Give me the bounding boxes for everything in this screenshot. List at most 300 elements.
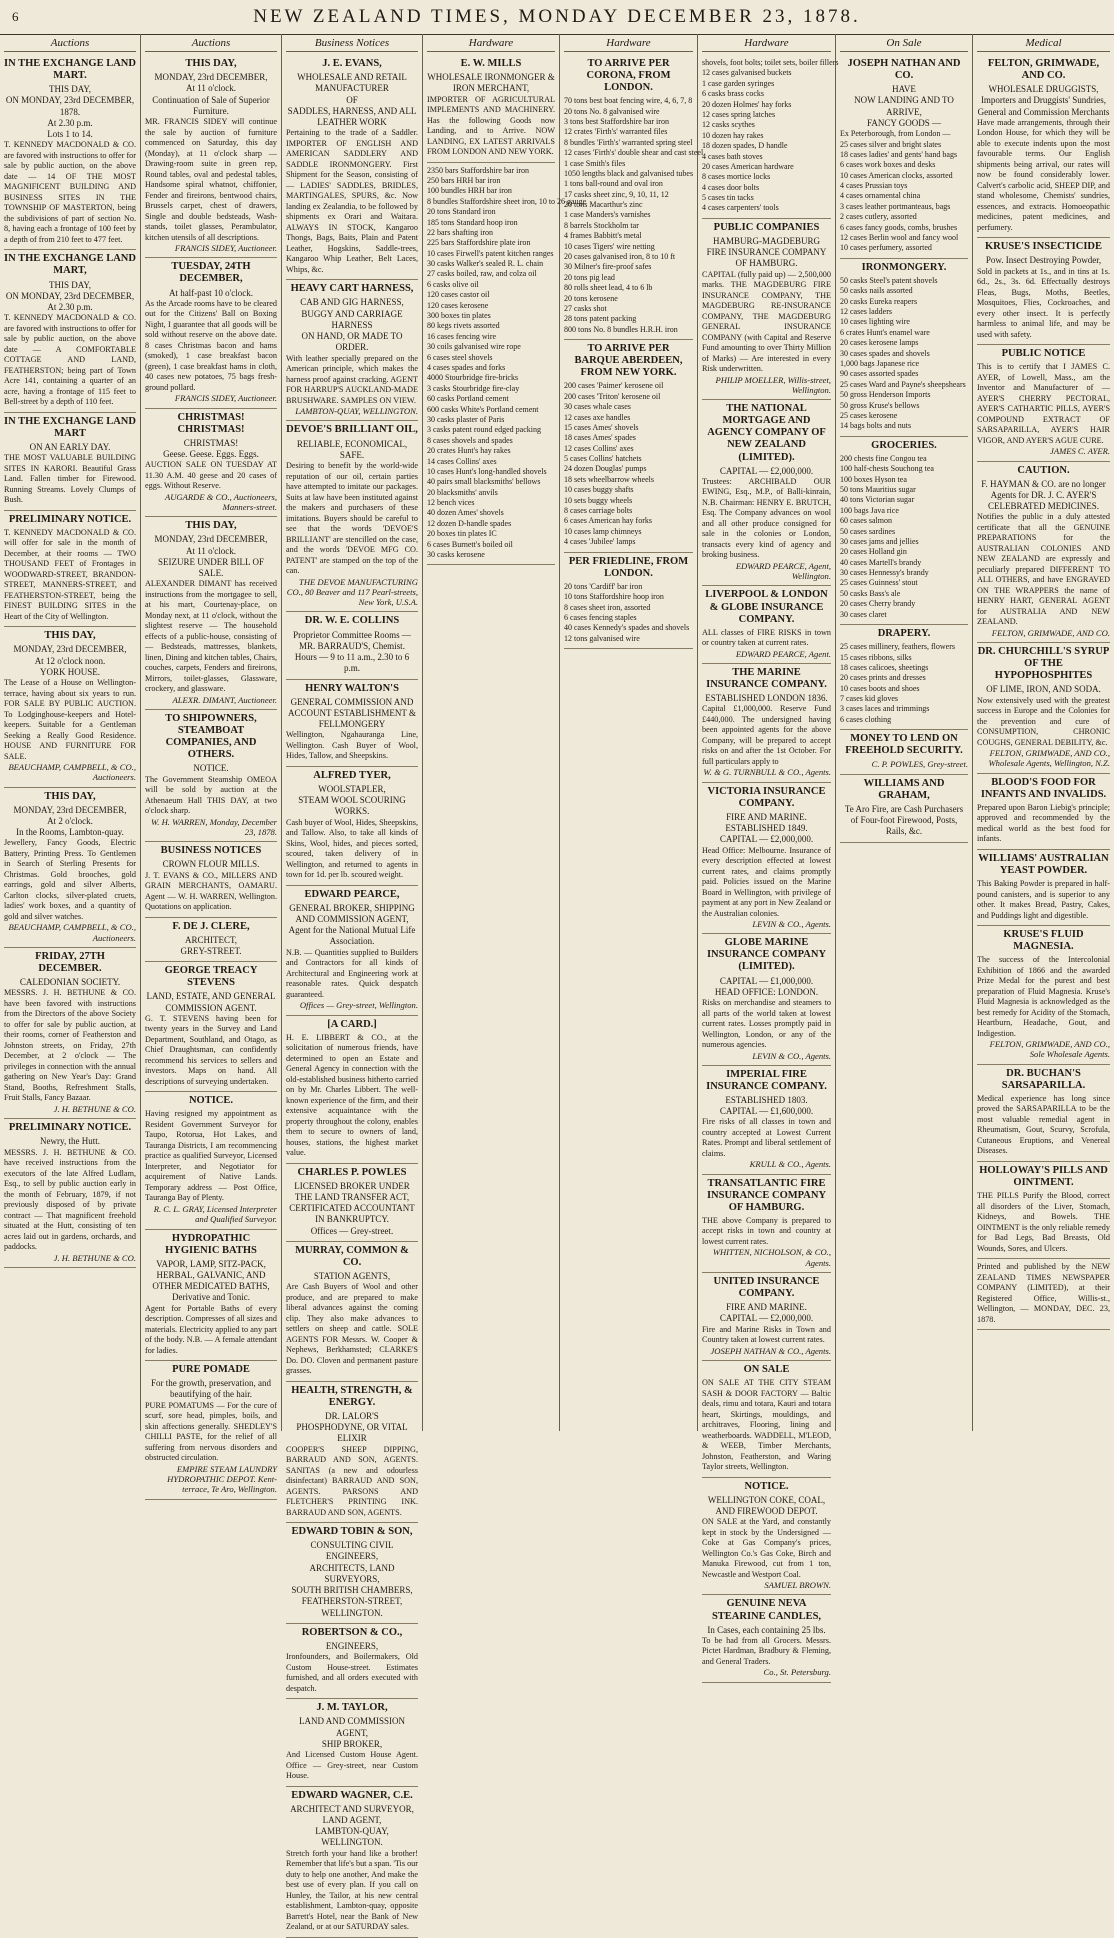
ad-headline: HEALTH, STRENGTH, & ENERGY. xyxy=(291,1384,413,1408)
ad-subline: Pow. Insect Destroying Powder, xyxy=(985,255,1102,266)
ad-headline: IN THE EXCHANGE LAND MART. xyxy=(4,58,136,82)
ad-body-text: THE MOST VALUABLE BUILDING SITES IN KARORI. Beautiful Grass Land. Fallen timber for Firewood. Running Streams. Lovely Clumps of Bush. xyxy=(4,453,136,505)
advertisement xyxy=(702,586,831,664)
ad-body-text: This is to certify that I JAMES C. AYER, of Lowell, Mass., am the Inventor and Manufacturer of — AYER'S CHERRY PECTORAL, AYER'S CATHARTIC PILLS, AYER'S COMPOUND EXTRACT OF SARSAPARILLA, AYER'S HAIR VIGOR, AND AYER'S AGUE CURE. xyxy=(977,362,1110,445)
goods-list-item: 300 boxes tin plates xyxy=(427,311,491,321)
ad-signature: LEVIN & CO., Agents. xyxy=(752,919,831,930)
goods-list-item: 22 bars shafting iron xyxy=(427,227,493,237)
ad-subline: In Cases, each containing 25 lbs. xyxy=(707,1624,826,1635)
goods-list-item: 30 cases spades and shovels xyxy=(840,348,930,358)
ad-body-text: With leather specially prepared on the American principle, which makes the harness proof against cracking. AGENT FOR HARRUP'S AUCKLAND-MADE BRUSHWARE. SAMPLES ON VIEW. xyxy=(286,353,418,405)
advertisement xyxy=(145,842,277,917)
ad-body-text: Risks on merchandise and steamers to all parts of the world taken at lowest current rates. Losses promptly paid in Wellington, London, or any of the numerous agencies. xyxy=(702,998,831,1050)
advertisement xyxy=(4,788,136,948)
goods-list-item: 18 cases ladies' and gents' hand bags xyxy=(840,149,958,159)
ad-subline: BUGGY AND CARRIAGE HARNESS xyxy=(301,308,403,330)
ad-body-text: Wellington, Ngahauranga Line, Wellington. Cash Buyer of Wool, Hides, Tallow, and Sheepskins. xyxy=(286,730,418,761)
goods-list-item: 10 dozen hay rakes xyxy=(702,130,764,140)
advertisement xyxy=(286,1787,418,1938)
ad-body-text: CAPITAL (fully paid up) — 2,500,000 marks. THE MAGDEBURG FIRE INSURANCE COMPANY, THE MAGDEBURG RE-INSURANCE COMPANY, THE MAGDEBURG GENERAL INSURANCE COMPANY (with Capital and Reserve Fund amounting to over Thirty Million of Marks) — Are interested in every Risk underwritten. xyxy=(702,269,831,374)
goods-list-item: 6 cases clothing xyxy=(840,714,892,724)
goods-list-item: 4 cases spades and forks xyxy=(427,362,506,372)
goods-list-item: 25 cases millinery, feathers, flowers xyxy=(840,642,955,652)
advertisement xyxy=(145,1361,277,1500)
goods-list-item: 185 tons Standard hoop iron xyxy=(427,217,518,227)
column-1 xyxy=(0,34,141,1431)
ad-headline: HYDROPATHIC HYGIENIC BATHS xyxy=(165,1232,257,1256)
ad-signature: LEVIN & CO., Agents. xyxy=(752,1050,831,1061)
ad-signature: W. H. WARREN, Monday, December 23, 1878. xyxy=(150,816,277,837)
advertisement xyxy=(977,1259,1110,1330)
ad-subline: Derivative and Tonic. xyxy=(172,1292,250,1303)
ad-subline: LICENSED BROKER UNDER THE LAND TRANSFER ACT, xyxy=(294,1180,410,1202)
ad-headline: IRONMONGERY. xyxy=(861,261,947,273)
advertisement xyxy=(702,1595,831,1682)
ad-subline: At 11 o'clock. xyxy=(185,83,237,94)
goods-list-item: 30 casks Walker's sealed R. L. chain xyxy=(427,259,544,269)
advertisement xyxy=(564,55,704,340)
goods-list-item: 8 bundles 'Firth's' warranted spring steel xyxy=(564,137,693,147)
goods-list-item: 3 casks patent round edged packing xyxy=(427,425,541,435)
ad-subline: ARCHITECT, xyxy=(184,934,238,945)
advertisement xyxy=(564,553,693,649)
advertisement xyxy=(840,55,968,259)
ad-body-text: N.B. — Quantities supplied to Builders and Contractors for all kinds of Architectural and Engineering work at reasonable rates. Quick despatch guaranteed. xyxy=(286,947,418,999)
ad-headline: KRUSE'S FLUID MAGNESIA. xyxy=(1003,929,1084,953)
advertisement xyxy=(286,1624,418,1699)
ad-body-text: H. E. LIBBERT & CO., at the solicitation of numerous friends, have determined to open an Estate and General Agency in connection with the old-established business hitherto carried on by Mr. Charles Libbert. The well-known experience of the firm, and their extensive acquaintance with the property throughout the colony, enables them to secure to owners of land, houses, stations, the highest market value. xyxy=(286,1032,418,1158)
goods-list-item: 225 bars Staffordshire plate iron xyxy=(427,238,531,248)
ad-signature: EMPIRE STEAM LAUNDRY HYDROPATHIC DEPOT. Kent-terrace, Te Aro, Wellington. xyxy=(167,1463,277,1495)
goods-list-item: 40 cases Kennedy's spades and shovels xyxy=(564,623,690,633)
ad-headline: TO SHIPOWNERS, STEAMBOAT COMPANIES, AND OTHERS. xyxy=(165,713,257,761)
ad-body-text: To be had from all Grocers. Messrs. Pictet Hardman, Bradbury & Fleming, and General Traders. xyxy=(702,1635,831,1666)
ad-subline: FIRE AND MARINE. xyxy=(726,1302,807,1313)
ad-headline: FRIDAY, 27TH DECEMBER. xyxy=(35,951,105,975)
goods-list-item: 4000 Stourbridge fire-bricks xyxy=(427,373,519,383)
ad-body-text: Prepared upon Baron Liebig's principle; approved and recommended by the medical world as the best food for infants. xyxy=(977,802,1110,844)
advertisement xyxy=(4,250,136,412)
ad-body-text: COOPER'S SHEEP DIPPING, BARRAUD AND SON, AGENTS. SANITAS (a new and odourless disinfectant) BARRAUD AND SON, AGENTS. PARSONS AND FLETCHER'S PRINTING INK. BARRAUD AND SON, AGENTS. xyxy=(286,1444,418,1517)
goods-list-item: 90 cases assorted spades xyxy=(840,369,919,379)
columns-area xyxy=(0,34,1114,1932)
ad-body-text: Having resigned my appointment as Resident Government Surveyor for Taupo, Rotorua, Hot Lakes, and Tauranga Districts, I am recommencing practice as qualified Surveyor, Licensed Interpreter, and Negotiator for acquirement of Native Lands. Temporary address — Post Office, Tauranga Bay of Plenty. xyxy=(145,1109,277,1203)
goods-list-item: 20 crates Hunt's hay rakes xyxy=(427,446,511,456)
ad-subline: FIRE AND MARINE. xyxy=(726,811,807,822)
ad-body-text: Fire risks of all classes in town and country accepted at Lowest Current Rates. Prompt and liberal settlement of claims. xyxy=(702,1117,831,1158)
ad-body-text: MESSRS. J. H. BETHUNE & CO. have received instructions from the executors of the late Alfred Ludlam, Esq., to sell by public auction early in the month of February, 1879, if not previously disposed of by private contract — That magnificent freehold situated at the Hutt, consisting of ten acres laid out in gardens, orchards, and paddocks. xyxy=(4,1147,136,1252)
goods-list-item: 14 cases Collins' axes xyxy=(427,456,497,466)
ad-headline: HENRY WALTON'S xyxy=(305,682,399,694)
ad-subline: General and Commission Merchants xyxy=(977,106,1110,117)
goods-list-item: 1,000 bags Japanese rice xyxy=(840,359,920,368)
goods-list-item: 20 tons kerosene xyxy=(564,293,618,303)
advertisement xyxy=(286,767,418,886)
ad-signature: AUGARDE & CO., Auctioneers, Manners-street. xyxy=(164,491,277,512)
goods-list-item: 12 cases Collins' axes xyxy=(564,443,634,453)
advertisement xyxy=(977,1065,1110,1162)
ad-body-text: T. KENNEDY MACDONALD & CO. are favored with instructions to offer for sale by public auction, on the above date — A COMFORTABLE COTTAGE AND LAND, FEATHERSTON; being part of Town Acre 141, containing a quarter of an acre, having a frontage of 115 feet to Bell-street by a depth of 110 feet. xyxy=(4,313,136,407)
ad-headline: ON SALE xyxy=(743,1364,790,1376)
ad-headline: DR. CHURCHILL'S SYRUP OF THE HYPOPHOSPHITES xyxy=(977,646,1110,682)
ad-subline: CAPITAL — £2,000,000. xyxy=(719,1313,814,1324)
ad-signature: Co., St. Petersburg. xyxy=(763,1667,831,1678)
goods-list-item: 8 barrels Stockholm tar xyxy=(564,220,639,230)
goods-list-item: 6 cases work boxes and desks xyxy=(840,160,936,170)
ad-subline: SADDLES, HARNESS, AND ALL LEATHER WORK xyxy=(287,105,417,128)
ad-signature: EDWARD PEARCE, Agent. xyxy=(735,648,831,659)
ad-subline: CROWN FLOUR MILLS. xyxy=(162,859,260,870)
advertisement xyxy=(840,730,968,774)
ad-signature: JOSEPH NATHAN & CO., Agents. xyxy=(710,1345,831,1356)
ad-subline: Te Aro Fire, are Cash Purchasers of Four-foot Firewood, Posts, Rails, &c. xyxy=(844,803,964,837)
goods-list-item: 4 cases door bolts xyxy=(702,182,760,192)
ad-body-text: ON SALE at the Yard, and constantly kept in stock by the Undersigned — Coke at Gas Company's prices, Wellington Co.'s Gas Coke, Birch and Manuka Firewood, cut from 1 ton, Newcastle and Westport Coal. xyxy=(702,1517,831,1579)
goods-list-item: 60 cases salmon xyxy=(840,516,892,526)
goods-list-item: 1 case Manders's varnishes xyxy=(564,210,651,220)
ad-subline: Lots 1 to 14. xyxy=(47,129,93,140)
section-heading: Auctions xyxy=(145,34,277,52)
ad-subline: STEAM WOOL SCOURING WORKS. xyxy=(298,795,406,817)
ad-signature: SAMUEL BROWN. xyxy=(764,1580,831,1591)
ad-subline: ESTABLISHED 1803. xyxy=(725,1094,808,1105)
ad-body-text: This Baking Powder is prepared in half-pound canisters, and is superior to any other. It makes Bread, Pastry, Cakes, and Puddings light and digestible. xyxy=(977,879,1110,920)
ad-headline: F. DE J. CLERE, xyxy=(172,920,250,932)
ad-body-text: Cash buyer of Wool, Hides, Sheepskins, and Tallow. Also, to take all kinds of Skins, Wool, hides, and pieces sorted, scoured, taken delivery of in Wellington, and returned to agents in town for 1d. per lb. scoured weight. xyxy=(286,817,418,880)
goods-list-item: 2 cases cutlery, assorted xyxy=(840,212,917,222)
ad-body-text: And Licensed Custom House Agent. Office — Grey-street, near Custom House. xyxy=(286,1750,418,1781)
goods-list-item: 6 cases fencing staples xyxy=(564,612,637,622)
goods-list-item: 4 cases Prussian toys xyxy=(840,181,908,191)
ad-subline: ESTABLISHED 1849. xyxy=(725,823,808,834)
ad-headline: THE MARINE INSURANCE COMPANY. xyxy=(706,666,827,691)
ad-subline: CAB AND GIG HARNESS, xyxy=(300,297,404,308)
goods-list-item: 100 bundles HRH bar iron xyxy=(427,186,512,196)
ad-headline: KRUSE'S INSECTICIDE xyxy=(985,241,1102,253)
ad-body-text: Desiring to benefit by the world-wide reputation of our oil, certain parties have attempted to imitate our packages. Suits at law have been instituted against the makers and purchasers of these imitations. Buyers should be careful to see that the words 'DEVOE'S BRILLIANT' are stencilled on the case, and the words 'DEVOE MFG CO. PATENT' are stamped on the top of the can. xyxy=(286,461,418,575)
section-heading: Medical xyxy=(977,34,1110,52)
ad-body-text: ON SALE AT THE CITY STEAM SASH & DOOR FACTORY — Baltic deals, rimu and totara, Kauri and totara heart, Skirtings, mouldings, and architraves, Flooring, lining and weatherboards. WADDELL, M'LEOD, & WEEB, Timber Merchants, Johnston, Featherston, and Waring Taylor streets, Wellington. xyxy=(702,1378,831,1472)
goods-list-item: 2350 bars Staffordshire bar iron xyxy=(427,165,530,175)
goods-list-item: 20 tons 'Cardiff' bar iron xyxy=(564,581,643,591)
ad-subline: HAMBURG-MAGDEBURG xyxy=(712,235,820,246)
ad-subline: Importers and Druggists' Sundries, xyxy=(980,95,1107,106)
goods-list-item: 30 Milner's fire-proof safes xyxy=(564,262,652,272)
ad-subline: F. HAYMAN & CO. are no longer Agents for DR. J. C. AYER'S CELEBRATED MEDICINES. xyxy=(981,478,1106,512)
ad-body-text: THE above Company is prepared to accept risks in town and country at lowest current rates. xyxy=(702,1215,831,1246)
advertisement xyxy=(702,934,831,1066)
ad-headline: PURE POMADE xyxy=(172,1364,250,1376)
goods-list-item: 12 cases Berlin wool and fancy wool xyxy=(840,233,959,243)
ad-headline: WILLIAMS AND GRAHAM, xyxy=(863,777,945,801)
goods-list-item: 250 bars HRH bar iron xyxy=(427,175,501,185)
advertisement xyxy=(702,55,839,219)
goods-list-item: 14 bags bolts and nuts xyxy=(840,421,912,431)
ad-body-text: Sold in packets at 1s., and in tins at 1s. 6d., 2s., 3s. 6d. Effectually destroys Fleas, Bugs, Moths, Beetles, Mosquitoes, Flies, Cockroaches, and every other insect. It is perfectly harmless to animal life, and may be used with safety. xyxy=(977,266,1110,339)
ad-subline: GENERAL COMMISSION AND ACCOUNT ESTABLISHMENT & FELLMONGERY xyxy=(288,696,416,730)
ad-headline: PUBLIC NOTICE xyxy=(1001,348,1086,360)
ad-headline: DR. BUCHAN'S SARSAPARILLA. xyxy=(1001,1067,1086,1091)
goods-list-item: 8 bundles Staffordshire sheet iron, 10 to 26 gauge xyxy=(427,196,587,206)
ad-subline: At 2.30 p.m. xyxy=(47,117,93,128)
goods-list-item: 6 cases steel shovels xyxy=(427,352,493,362)
ad-headline: VICTORIA INSURANCE COMPANY. xyxy=(707,785,826,809)
ad-subline: Offices — Grey-street. xyxy=(310,1225,394,1236)
ad-subline: LAND AND COMMISSION AGENT, xyxy=(298,1716,405,1738)
ad-signature: J. H. BETHUNE & CO. xyxy=(53,1252,136,1263)
goods-list-item: 12 casks scythes xyxy=(702,120,755,130)
ad-headline: TO ARRIVE PER BARQUE ABERDEEN, FROM NEW YORK. xyxy=(574,343,683,379)
goods-list-item: 80 kegs rivets assorted xyxy=(427,321,500,331)
advertisement xyxy=(702,219,831,400)
ad-subline: Hours — 9 to 11 a.m., 2.30 to 6 p.m. xyxy=(294,652,410,674)
goods-list-item: 3 tons best Staffordshire bar iron xyxy=(564,116,669,126)
ad-headline: CAUTION. xyxy=(1017,464,1070,476)
ad-signature: Offices — Grey-street, Wellington. xyxy=(299,1000,418,1011)
ad-subline: At 2.30 p.m. xyxy=(47,302,93,312)
ad-signature: FELTON, GRIMWADE, AND CO., Sole Wholesale Agents. xyxy=(989,1039,1110,1060)
advertisement xyxy=(977,926,1110,1065)
advertisement xyxy=(286,612,418,679)
ad-subline: DR. LALOR'S xyxy=(325,1410,379,1421)
goods-list-item: 20 cases Cherry brandy xyxy=(840,599,916,609)
goods-list-item: 8 cases sheet iron, assorted xyxy=(564,602,651,612)
goods-list-item: 18 sets wheelbarrow wheels xyxy=(564,474,654,484)
ad-headline: PUBLIC COMPANIES xyxy=(713,221,820,233)
ad-headline: TUESDAY, 24TH DECEMBER, xyxy=(171,261,251,285)
ad-headline: FELTON, GRIMWADE, AND CO. xyxy=(987,58,1100,82)
goods-list-item: 600 casks White's Portland cement xyxy=(427,404,539,414)
goods-list-item: 8 cases carriage bolts xyxy=(564,506,633,516)
ad-subline: ON AN EARLY DAY. xyxy=(29,441,111,452)
goods-list-item: 15 cases Ames' shovels xyxy=(564,422,639,432)
section-heading: Hardware xyxy=(702,34,831,52)
ad-subline: PHOSPHODYNE, OR VITAL ELIXIR xyxy=(296,1422,408,1444)
goods-list-item: 50 casks Bass's ale xyxy=(840,588,901,598)
ad-headline: JOSEPH NATHAN AND CO. xyxy=(847,58,961,82)
ad-signature: C. P. POWLES, Grey-street. xyxy=(871,759,968,770)
goods-list-item: 10 cases boots and shoes xyxy=(840,683,920,693)
column-8 xyxy=(973,34,1114,1431)
goods-list-item: 1050 lengths black and galvanised tubes xyxy=(564,168,694,178)
ad-headline: PRELIMINARY NOTICE. xyxy=(8,1122,132,1134)
ad-body-text: IMPORTER OF AGRICULTURAL IMPLEMENTS AND MACHINERY. Has the following Goods now Landing, and to Arrive. NOW LANDING, EX LATEST ARRIVALS FROM LONDON AND NEW YORK. xyxy=(427,94,555,157)
ad-signature: BEAUCHAMP, CAMPBELL, & CO., Auctioneers. xyxy=(8,762,136,783)
ad-subline: NOTICE. xyxy=(193,763,229,774)
goods-list-item: 25 cases silver and bright slates xyxy=(840,139,942,149)
ad-subline: ON MONDAY, 23rd DECEMBER, xyxy=(5,290,135,301)
ad-body-text: Jewellery, Fancy Goods, Electric Battery, Printing Press. To Gentlemen in Search of Sterling Presents for Christmas. Gold brooches, gold earrings, gold and silver Alberts, Carlton clocks, silver-plated cruets, ladies' work boxes, and a quantity of gold and silver watches. xyxy=(4,838,136,921)
goods-list-item: 20 tons Standard iron xyxy=(427,207,496,217)
goods-list-item: 10 cases American clocks, assorted xyxy=(840,170,953,180)
ad-headline: THIS DAY, xyxy=(44,630,96,642)
advertisement xyxy=(702,1175,831,1273)
goods-list-item: 50 casks Steel's patent shovels xyxy=(840,275,938,285)
ad-subline: ARCHITECT AND SURVEYOR, xyxy=(290,1803,414,1814)
advertisement xyxy=(702,400,831,586)
goods-list-item: 200 cases 'Paimer' kerosene oil xyxy=(564,381,664,391)
ad-body-text: Capital £1,000,000. Reserve Fund £440,000. The undersigned having been appointed agents for the above Company, will be prepared to accept risks on and after the 1st October. For full particulars apply to xyxy=(702,704,831,766)
ad-signature: FRANCIS SIDEY, Auctioneer. xyxy=(174,243,277,254)
ad-signature: EDWARD PEARCE, Agent, Wellington. xyxy=(735,560,831,582)
section-heading: Business Notices xyxy=(286,34,418,52)
goods-list-item: 20 cases galvanised iron, 8 to 10 ft xyxy=(564,252,676,262)
advertisement xyxy=(145,1092,277,1229)
advertisement xyxy=(702,664,831,783)
goods-list-item: 6 crates Hunt's enamel ware xyxy=(840,327,930,337)
goods-list-item: 20 cases American hardware xyxy=(702,161,794,171)
ad-subline: CERTIFICATED ACCOUNTANT IN BANKRUPTCY. xyxy=(289,1203,415,1225)
ad-body-text: Pertaining to the trade of a Saddler. IMPORTER OF ENGLISH AND AMERICAN SADDLERY AND SADDLE IRONMONGERY. First Shipment for the Season, consisting of — LADIES' SADDLES, BRIDLES, MARTINGALES, SPURS, &c. Now landing ex Zealandia, to be followed by shipments ex Orari and Waitara. ALWAYS IN STOCK, Kangaroo Thongs, Bags, Baits, Plain and Patent Leather, Hogskins, Saddle-trees, Kangaroo Whip Leather, Belt Laces, Whips, &c. xyxy=(286,128,418,274)
ad-subline: SHIP BROKER, xyxy=(321,1738,383,1749)
ad-subline: ESTABLISHED LONDON 1836. xyxy=(705,693,828,704)
advertisement xyxy=(286,421,418,612)
ad-body-text: Have made arrangements, through their London House, for which they will be able to execute indents upon the most favourable terms. Our English shipments being arrival, our rates will now be found considerably lower. Calvert's carbolic acid, SHEEP DIP, and stand wholesome, Chemists' sundries, essences, and extracts. Homoeopathic medicines, patent medicines, and perfumery. xyxy=(977,117,1110,232)
goods-list-item: 30 casks plaster of Paris xyxy=(427,414,505,424)
goods-list-item: 12 cases spring latches xyxy=(702,109,776,119)
ad-body-text: T. KENNEDY MACDONALD & CO. will offer for sale in the month of December, at their rooms — TWO THOUSAND FEET of Frontages in WOODWARD-STREET, BRANDON-STREET, MANNERS-STREET, and FEATHERSTON-STREET, being the FINEST BUILDING SITES in the Heart of the City of Wellington. xyxy=(4,527,136,621)
ad-subline: MONDAY, 23rd DECEMBER, xyxy=(154,534,268,545)
column-6 xyxy=(698,34,839,1678)
ad-subline: Continuation of Sale of Superior Furniture. xyxy=(152,94,270,116)
section-heading: On Sale xyxy=(840,34,968,52)
advertisement xyxy=(977,774,1110,850)
ad-signature: KRULL & CO., Agents. xyxy=(749,1159,831,1170)
ad-headline: GROCERIES. xyxy=(871,439,937,451)
ad-headline: CHARLES P. POWLES xyxy=(297,1166,407,1178)
ad-body-text: As the Arcade rooms have to be cleared out for the Citizens' Ball on Boxing Night, I guarantee that all goods will be sold without reserve on the above date. 8 cases Christmas bacon and hams (smoked), 1 case breakfast bacon (green), 1 case breakfast hams in cloth, 40 cases new potatoes, 75 bags fresh-ground pollard. xyxy=(145,298,277,392)
ad-subline: For the growth, preservation, and beautifying of the hair. xyxy=(151,1378,271,1400)
section-heading: Hardware xyxy=(564,34,693,52)
ad-headline: EDWARD WAGNER, C.E. xyxy=(291,1789,413,1801)
goods-list-item: 50 tons Mauritius sugar xyxy=(840,484,916,494)
goods-list-item: 7 cases kid gloves xyxy=(840,694,898,704)
advertisement xyxy=(702,1361,831,1478)
ad-subline: LAMBTON-QUAY, WELLINGTON. xyxy=(315,1826,389,1848)
advertisement xyxy=(4,627,136,787)
advertisement xyxy=(977,850,1110,926)
advertisement xyxy=(977,238,1110,345)
ad-headline: EDWARD PEARCE, xyxy=(304,888,400,900)
advertisement xyxy=(702,1066,831,1175)
goods-list-item: 20 dozen Holmes' hay forks xyxy=(702,99,792,109)
ad-headline: IN THE EXCHANGE LAND MART, xyxy=(4,253,136,277)
advertisement xyxy=(286,1523,418,1624)
ad-subline: WHOLESALE AND RETAIL MANUFACTURER xyxy=(297,72,407,94)
goods-list-item: 10 cases Firwell's patent kitchen ranges xyxy=(427,248,554,258)
goods-list-item: 50 gross Kruse's bellows xyxy=(840,400,920,410)
goods-list-item: 1 case Smith's files xyxy=(564,158,626,168)
ad-headline: DEVOE'S BRILLIANT OIL, xyxy=(286,424,418,436)
ad-subline: At 12 o'clock noon. xyxy=(34,655,106,666)
goods-list-item: 25 cases Guinness' stout xyxy=(840,578,918,588)
ad-headline: J. E. EVANS, xyxy=(322,58,382,69)
ad-subline: LAND, ESTATE, AND GENERAL COMMISSION AGENT. xyxy=(146,991,276,1013)
ad-headline: PER FRIEDLINE, FROM LONDON. xyxy=(568,555,689,579)
advertisement xyxy=(286,1699,418,1786)
goods-list-item: 40 cases Martell's brandy xyxy=(840,557,922,567)
goods-list-item: 10 cases buggy shafts xyxy=(564,485,634,495)
goods-list-item: 30 cases jams and jellies xyxy=(840,536,919,546)
ad-body-text: THE PILLS Purify the Blood, correct all disorders of the Liver, Stomach, Kidneys, and Bowels. THE OINTMENT is the only reliable remedy for Bad Legs, Bad Breasts, Old Wounds, Sores, and Ulcers. xyxy=(977,1191,1110,1253)
advertisement xyxy=(145,710,277,842)
goods-list-item: 200 chests fine Congou tea xyxy=(840,453,927,463)
goods-list-item: 100 boxes Hyson tea xyxy=(840,474,907,484)
ad-headline: BLOOD'S FOOD FOR INFANTS AND INVALIDS. xyxy=(980,776,1107,800)
goods-list-item: 6 cases American hay forks xyxy=(564,516,652,526)
goods-list-item: 30 cases whale cases xyxy=(564,402,631,412)
ad-headline: [A CARD.] xyxy=(327,1018,377,1030)
goods-list-item: 200 cases 'Triton' kerosene oil xyxy=(564,391,661,401)
goods-list-item: 4 frames Babbitt's metal xyxy=(564,231,642,241)
ad-subline: MONDAY, 23rd DECEMBER, xyxy=(13,804,127,815)
goods-list-item: 20 tons Macarthur's zinc xyxy=(564,200,643,210)
ad-subline: THIS DAY, xyxy=(48,279,91,290)
ad-subline: OF xyxy=(346,94,358,105)
ad-body-text: Agent for Portable Baths of every description. Compresses of all sizes and materials. Electricity applied to any part of the body. N.B. — A female attendant for ladies. xyxy=(145,1303,277,1355)
advertisement xyxy=(4,55,136,250)
goods-list-item: 80 rolls sheet lead, 4 to 6 lb xyxy=(564,283,653,293)
ad-subline: WELLINGTON COKE, COAL, AND FIREWOOD DEPOT. xyxy=(707,1494,826,1516)
goods-list-item: 30 cases Hennessy's brandy xyxy=(840,568,929,578)
ad-headline: E. W. MILLS xyxy=(460,58,522,69)
ad-headline: TO ARRIVE PER CORONA, FROM LONDON. xyxy=(586,58,671,94)
ad-body-text: Head Office: Melbourne. Insurance of every description effected at lowest current rates, and claims promptly paid. Policies issued on the Marine Board in Wellington, with privilege of payment at any port in New Zealand or the Australian colonies. xyxy=(702,845,831,918)
ad-body-text: The Government Steamship OMEOA will be sold by auction at the Athenaeum Hall THIS DAY, at two o'clock sharp. xyxy=(145,774,277,816)
ad-body-text: J. T. EVANS & CO., MILLERS AND GRAIN MERCHANTS, OAMARU. Agent — W. H. WARREN, Wellington. Quotations on application. xyxy=(145,870,277,912)
goods-list-item: 3 cases laces and trimmings xyxy=(840,704,930,714)
ad-body-text: Notifies the public in a duly attested certificate that all the GENUINE PREPARATIONS for the AUSTRALIAN COLONIES AND NEW ZEALAND are expressly and peculiarly prepared DIFFERENT TO ALL OTHERS, and have ENGRAVED ON THE WRAPPERS the name of HENRY HART, GENERAL AGENT for AUSTRALIA AND NEW ZEALAND. xyxy=(977,512,1110,627)
goods-list-item: 1 tons ball-round and oval iron xyxy=(564,179,663,189)
ad-headline: DR. W. E. COLLINS xyxy=(304,615,400,627)
ad-subline: At 11 o'clock. xyxy=(185,545,237,556)
advertisement xyxy=(286,55,418,280)
advertisement xyxy=(564,340,693,552)
ad-signature: W. & G. TURNBULL & CO., Agents. xyxy=(703,767,831,778)
goods-list-item: 25 cases kerosene xyxy=(840,410,898,420)
ad-body-text: Trustees: ARCHIBALD OUR EWING, Esq., M.P., of Balli-kinrain, N.B. Chairman: HENRY E. BRUTCH, Esq. The Company advances on wool and all other produce consigned for sale in the colonies or London, transacts every kind of agency and broking business. xyxy=(702,476,831,560)
ad-subline: CAPITAL — £2,000,000. xyxy=(719,834,814,845)
ad-body-text: ALEXANDER DIMANT has received instructions from the mortgagee to sell, at his mart, Courtenay-place, on Monday next, at 11 o'clock, without the slightest reserve — The household effects of a public-house, consisting of — Bedsteads, mattresses, blankets, linen, Dining and kitchen tables, Chairs, couches, carpets, Fenders and fireirons, Mirrors, toilet-glasses, Glassware, crockery, and glassware. xyxy=(145,579,277,694)
ad-body-text: Are Cash Buyers of Wool and other produce, and are prepared to make liberal advances against the coming clip. They also make advances to settlers on sheep and cattle. SOLE AGENTS FOR Messrs. W. Cooper & Nephews, Berkhamsted; CLARKE'S Do. DO. Cloven and permanent pasture grasses. xyxy=(286,1282,418,1376)
ad-subline: OF LIME, IRON, AND SODA. xyxy=(986,684,1101,695)
goods-list-item: 28 tons patent packing xyxy=(564,314,637,324)
ad-subline: HEAD OFFICE: LONDON. xyxy=(714,986,819,997)
goods-list-item: 12 crates 'Firth's' warranted files xyxy=(564,127,668,137)
ad-signature: FELTON, GRIMWADE, AND CO., Wholesale Agents, Wellington, N.Z. xyxy=(988,748,1110,769)
advertisement xyxy=(145,962,277,1092)
advertisement xyxy=(145,517,277,710)
ad-subline: YORK HOUSE. xyxy=(39,666,100,677)
advertisement xyxy=(4,413,136,511)
goods-list-item: 18 cases calicoes, sheetings xyxy=(840,662,929,672)
advertisement xyxy=(4,948,136,1119)
ad-headline: DRAPERY. xyxy=(877,628,931,640)
ad-subline: CAPITAL — £1,600,000. xyxy=(719,1106,814,1117)
goods-list-item: 3 casks Stourbridge fire-clay xyxy=(427,383,520,393)
goods-list-item: 3 cases leather portmanteaus, bags xyxy=(840,201,951,211)
goods-list-item: 120 cases kerosene xyxy=(427,300,489,310)
goods-list-item: 4 cases carpenters' tools xyxy=(702,203,779,213)
ad-signature: BEAUCHAMP, CAMPBELL, & CO., Auctioneers. xyxy=(8,922,136,943)
ad-headline: GEORGE TREACY STEVENS xyxy=(164,965,258,989)
ad-headline: TRANSATLANTIC FIRE INSURANCE COMPANY OF HAMBURG. xyxy=(706,1177,827,1213)
advertisement xyxy=(286,1242,418,1382)
ad-subline: RELIABLE, ECONOMICAL, SAFE. xyxy=(296,438,408,460)
advertisement xyxy=(286,680,418,767)
goods-list-item: 10 cases perfumery, assorted xyxy=(840,243,932,253)
advertisement xyxy=(4,511,136,628)
